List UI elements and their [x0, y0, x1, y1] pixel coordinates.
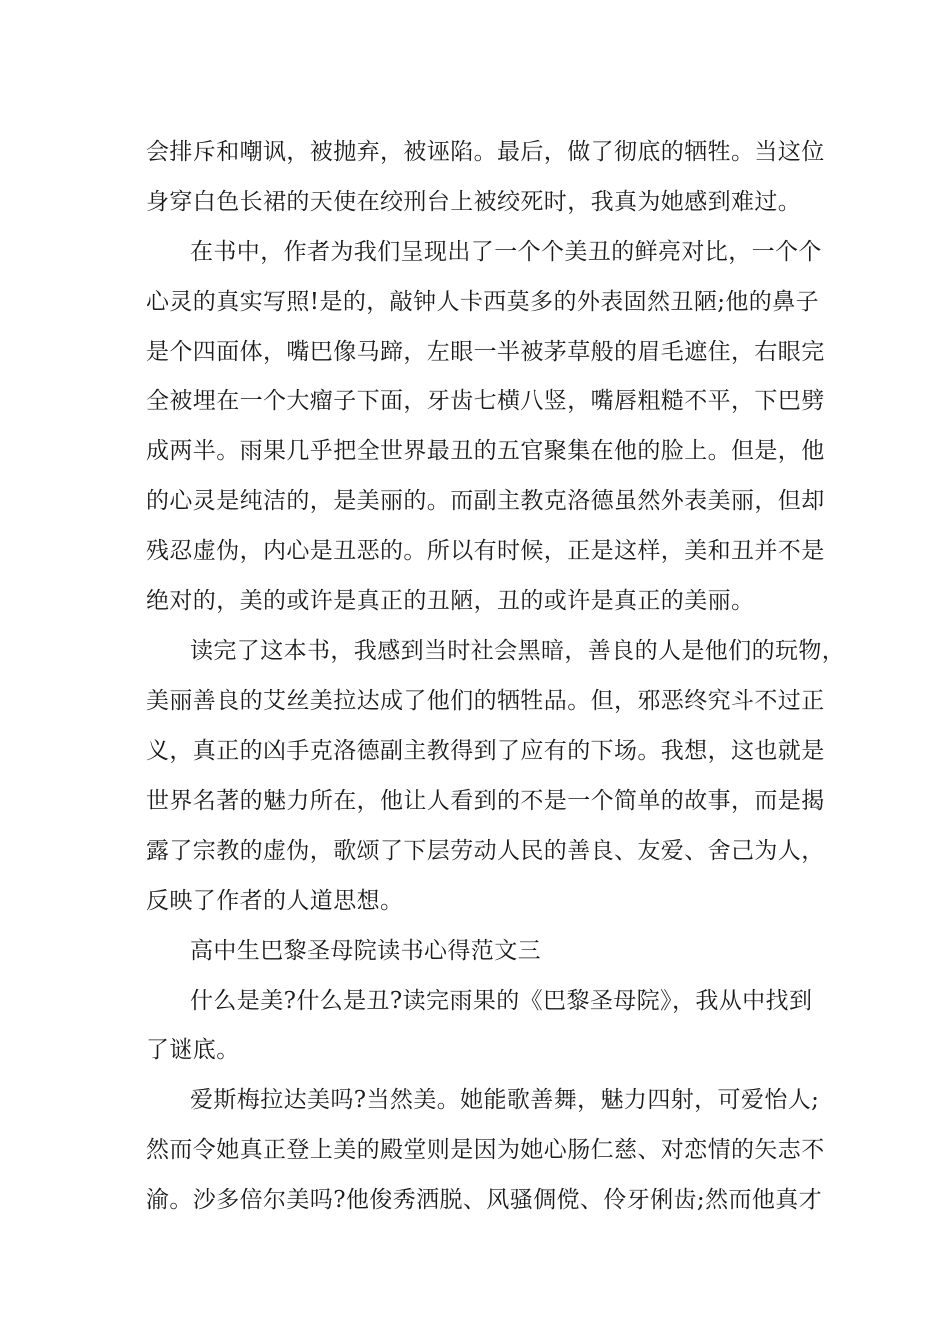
paragraph-start-line: 在书中，作者为我们呈现出了一个个美丑的鲜亮对比，一个个 — [190, 239, 822, 265]
text-line: 了谜底。 — [146, 1037, 240, 1063]
text-line: 世界名著的魅力所在，他让人看到的不是一个简单的故事，而是揭 — [146, 788, 825, 814]
text-line: 义，真正的凶手克洛德副主教得到了应有的下场。我想，这也就是 — [146, 738, 825, 764]
text-line: 是个四面体，嘴巴像马蹄，左眼一半被茅草般的眉毛遮住，右眼完 — [146, 339, 825, 365]
text-line: 会排斥和嘲讽，被抛弃，被诬陷。最后，做了彻底的牺牲。当这位 — [146, 139, 825, 165]
text-line: 然而令她真正登上美的殿堂则是因为她心肠仁慈、对恋情的矢志不 — [146, 1137, 825, 1163]
text-line: 全被埋在一个大瘤子下面，牙齿七横八竖，嘴唇粗糙不平，下巴劈 — [146, 388, 825, 414]
text-line: 绝对的，美的或许是真正的丑陋，丑的或许是真正的美丽。 — [146, 588, 755, 614]
text-line: 身穿白色长裙的天使在绞刑台上被绞死时，我真为她感到难过。 — [146, 189, 802, 215]
text-line: 露了宗教的虚伪，歌颂了下层劳动人民的善良、友爱、舍己为人， — [146, 838, 825, 864]
text-line: 美丽善良的艾丝美拉达成了他们的牺牲品。但，邪恶终究斗不过正 — [146, 688, 825, 714]
text-line: 的心灵是纯洁的，是美丽的。而副主教克洛德虽然外表美丽，但却 — [146, 488, 825, 514]
text-line: 残忍虚伪，内心是丑恶的。所以有时候，正是这样，美和丑并不是 — [146, 538, 825, 564]
paragraph-start-line: 爱斯梅拉达美吗?当然美。她能歌善舞，魅力四射，可爱怡人; — [190, 1087, 820, 1113]
text-line: 成两半。雨果几乎把全世界最丑的五官聚集在他的脸上。但是，他 — [146, 438, 825, 464]
text-line: 渝。沙多倍尔美吗?他俊秀洒脱、风骚倜傥、伶牙俐齿;然而他真才 — [146, 1187, 823, 1213]
paragraph-start-line: 什么是美?什么是丑?读完雨果的《巴黎圣母院》，我从中找到 — [190, 988, 813, 1014]
paragraph-start-line: 读完了这本书，我感到当时社会黑暗，善良的人是他们的玩物， — [190, 638, 846, 664]
text-line: 心灵的真实写照!是的，敲钟人卡西莫多的外表固然丑陋;他的鼻子 — [146, 289, 819, 315]
section-heading: 高中生巴黎圣母院读书心得范文三 — [190, 938, 541, 964]
text-line: 反映了作者的人道思想。 — [146, 888, 404, 914]
